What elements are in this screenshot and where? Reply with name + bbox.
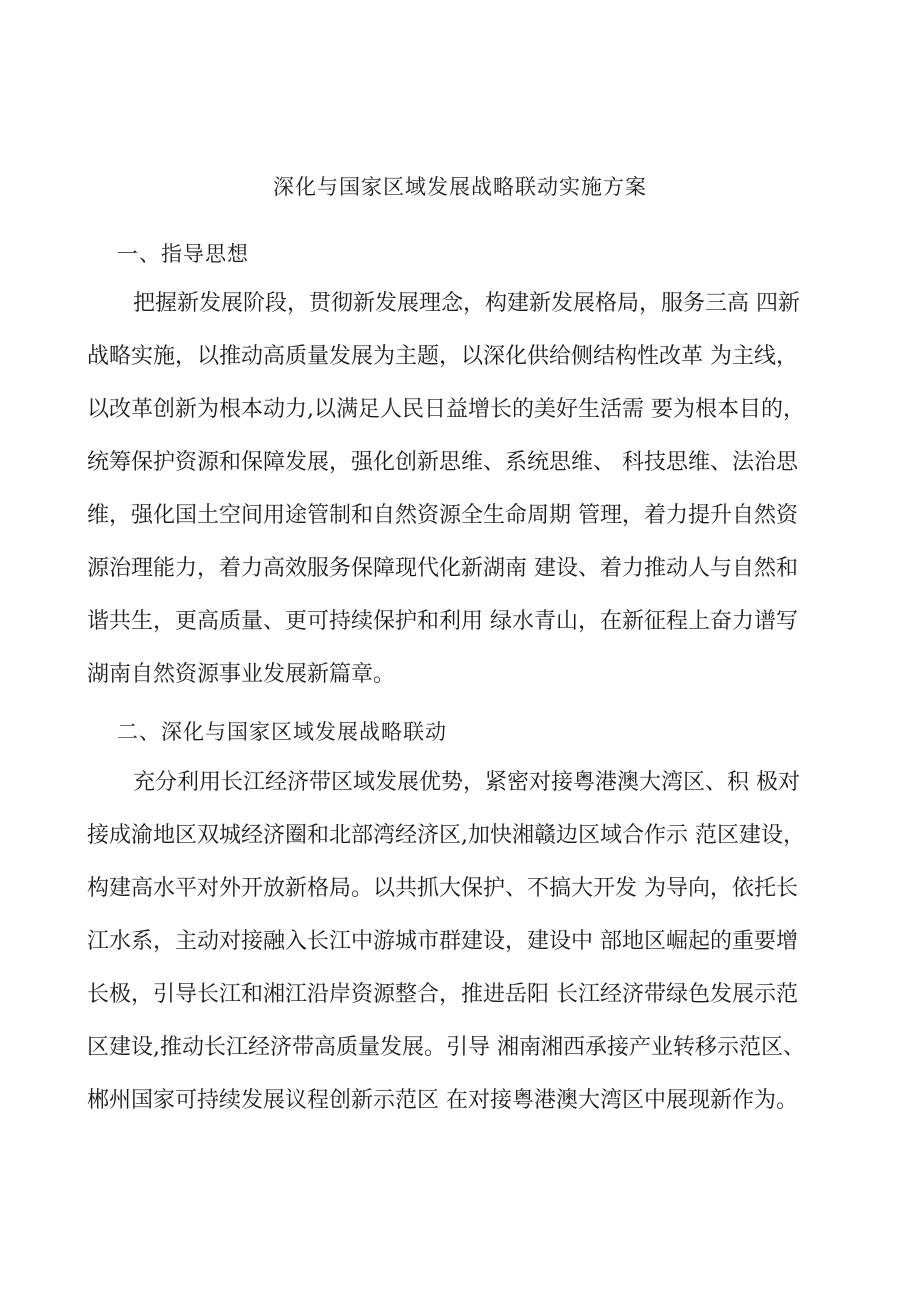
paragraph-line: 战略实施，以推动高质量发展为主题，以深化供给侧结构性改革 为主线， xyxy=(87,344,798,369)
section-paragraph-guiding-ideology xyxy=(87,285,847,709)
document-title: 深化与国家区域发展战略联动实施方案 xyxy=(273,175,647,199)
paragraph-line: 构建高水平对外开放新格局。以共抓大保护、不搞大开发 为导向，依托长 xyxy=(87,876,798,901)
paragraph-line: 充分利用长江经济带区域发展优势，紧密对接粤港澳大湾区、积 极对 xyxy=(133,770,800,795)
paragraph-line: 以改革创新为根本动力,以满足人民日益增长的美好生活需 要为根本目的， xyxy=(87,397,805,422)
paragraph-line: 湖南自然资源事业发展新篇章。 xyxy=(87,662,396,687)
section-paragraph-regional-linkage xyxy=(87,764,847,1135)
paragraph-line: 谐共生，更高质量、更可持续保护和利用 绿水青山，在新征程上奋力谱写 xyxy=(87,609,798,634)
paragraph-line: 区建设,推动长江经济带高质量发展。引导 湘南湘西承接产业转移示范区、 xyxy=(87,1035,805,1060)
paragraph-line: 把握新发展阶段，贯彻新发展理念，构建新发展格局，服务三高 四新 xyxy=(133,291,800,316)
section-heading-regional-linkage: 二、深化与国家区域发展战略联动 xyxy=(117,720,447,744)
paragraph-line: 江水系，主动对接融入长江中游城市群建设，建设中 部地区崛起的重要增 xyxy=(87,929,798,954)
section-heading-guiding-ideology: 一、指导思想 xyxy=(117,242,249,266)
paragraph-line: 接成渝地区双城经济圈和北部湾经济区,加快湘赣边区域合作示 范区建设， xyxy=(87,823,805,848)
paragraph-line: 长极，引导长江和湘江沿岸资源整合，推进岳阳 长江经济带绿色发展示范 xyxy=(87,982,798,1007)
paragraph-line: 统筹保护资源和保障发展，强化创新思维、系统思维、 科技思维、法治思 xyxy=(87,450,798,475)
paragraph-line: 郴州国家可持续发展议程创新示范区 在对接粤港澳大湾区中展现新作为。 xyxy=(87,1088,798,1113)
paragraph-line: 维，强化国土空间用途管制和自然资源全生命周期 管理，着力提升自然资 xyxy=(87,503,798,528)
paragraph-line: 源治理能力，着力高效服务保障现代化新湖南 建设、着力推动人与自然和 xyxy=(87,556,798,581)
